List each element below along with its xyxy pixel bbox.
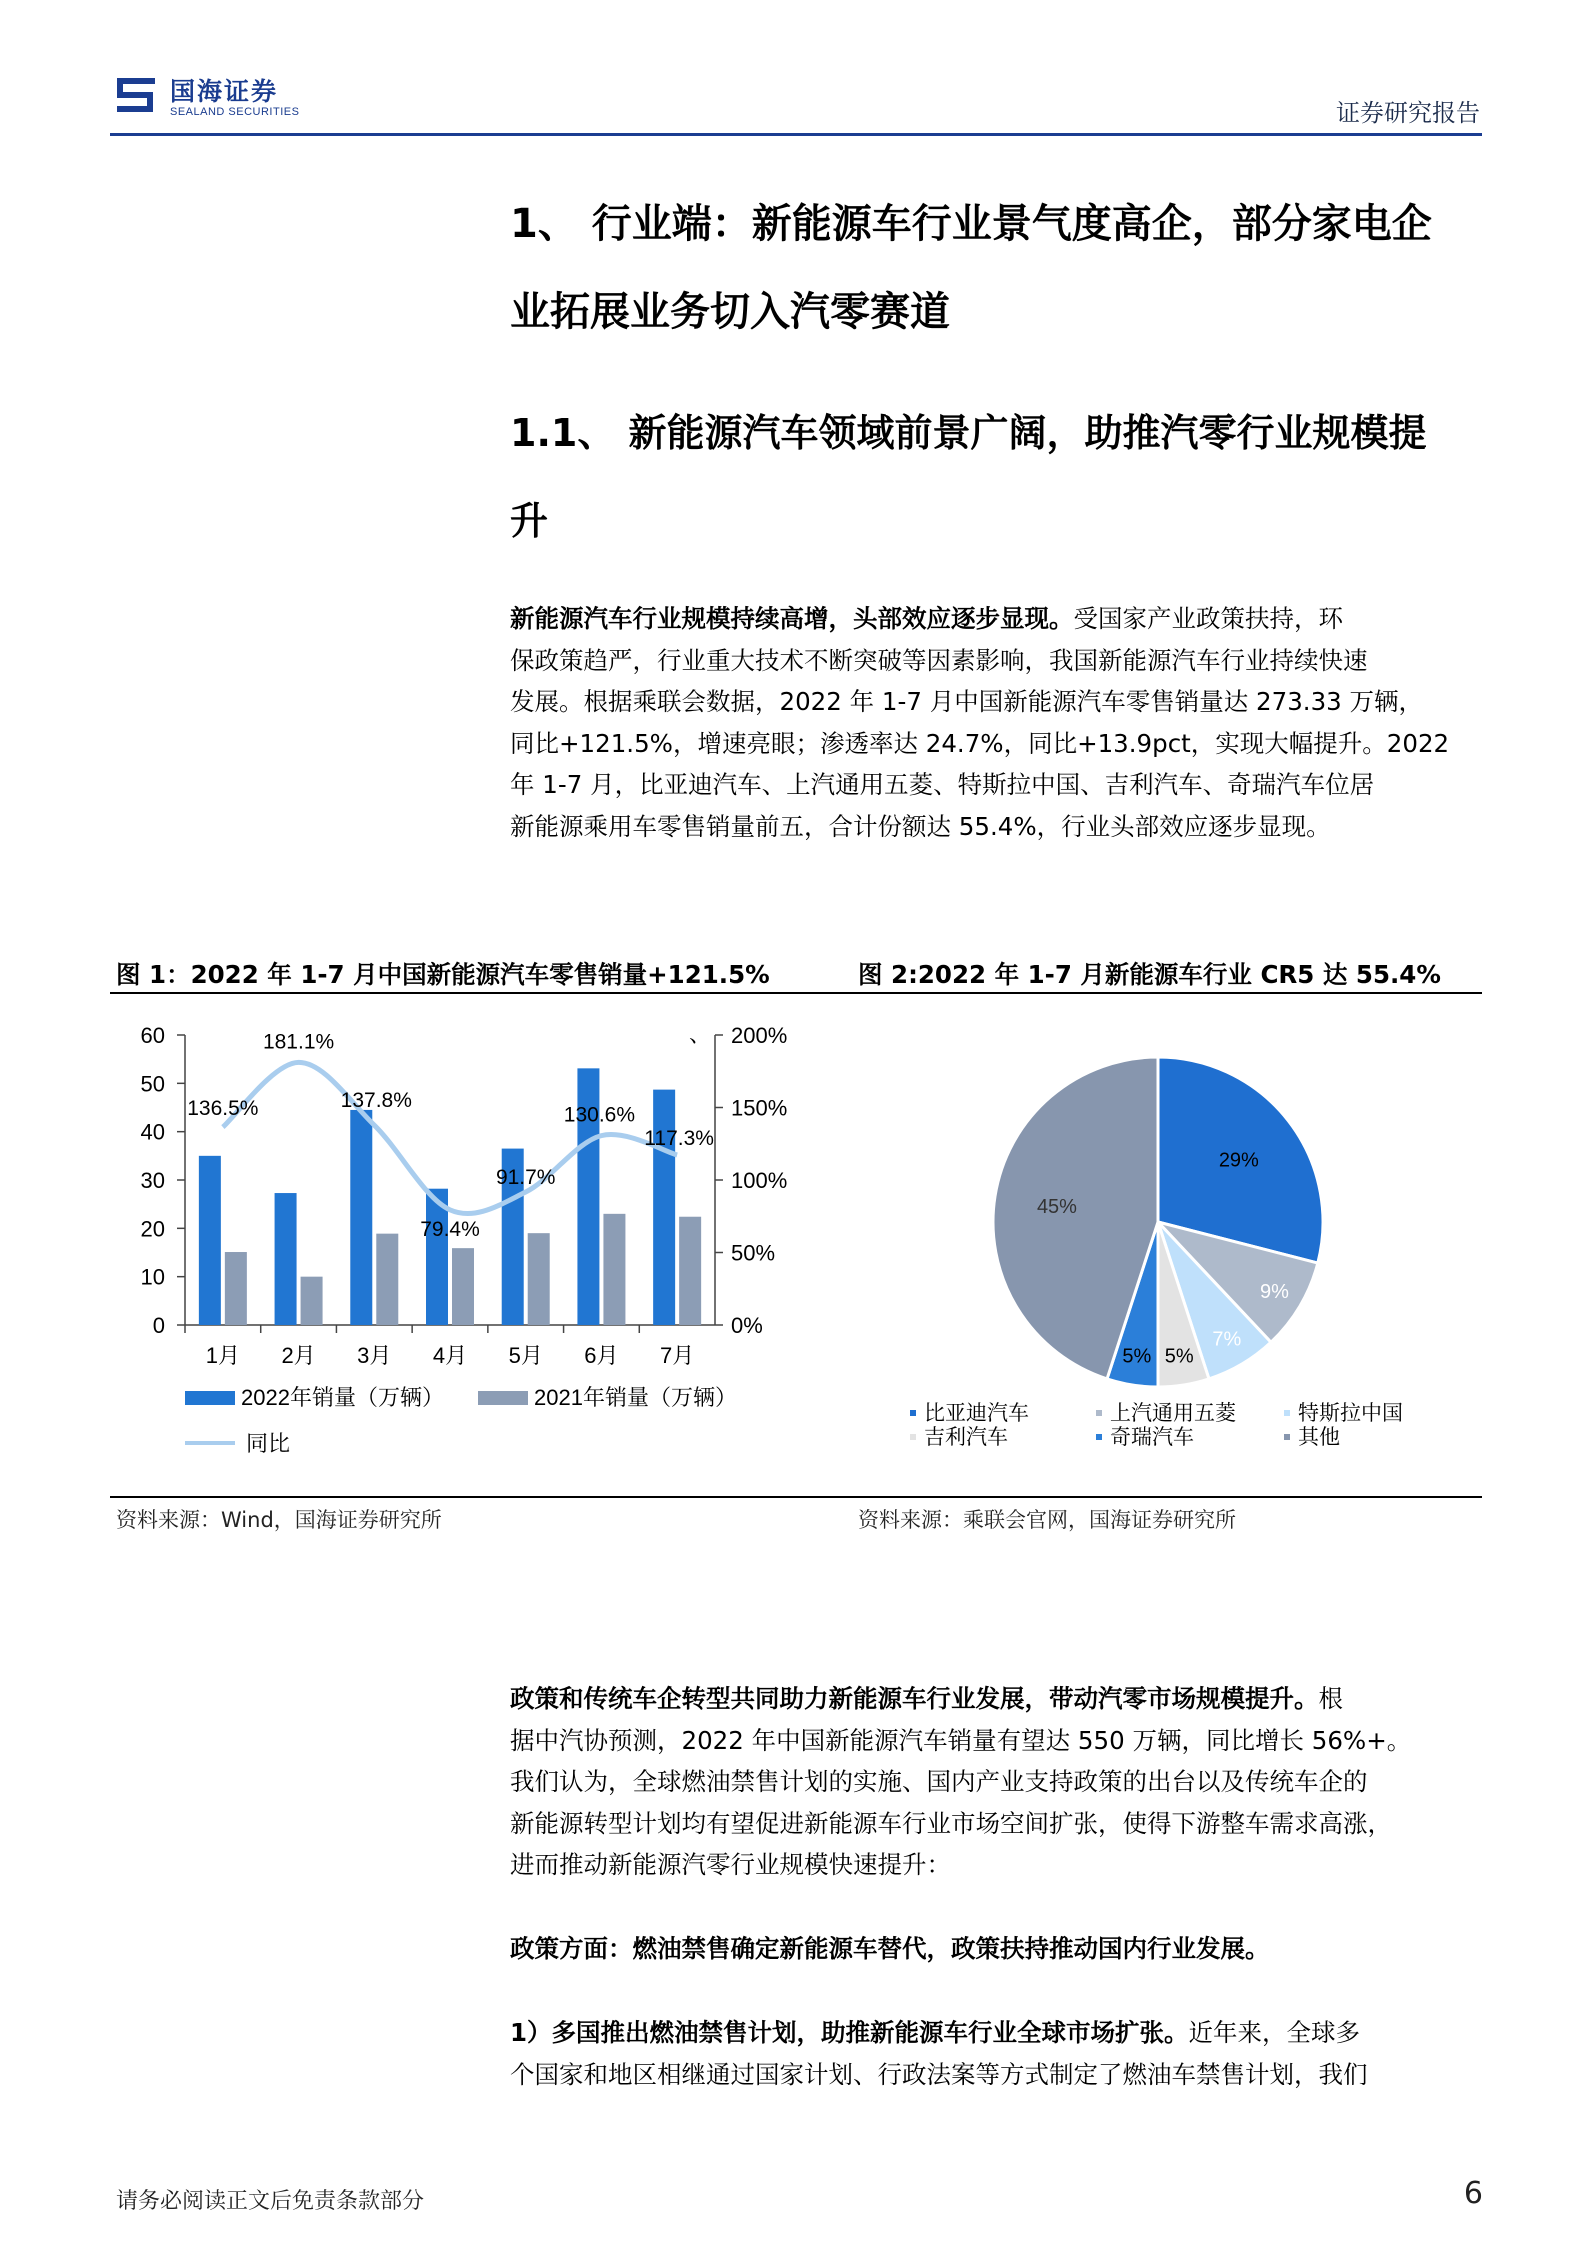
y-tick-label: 40 <box>140 1119 165 1145</box>
report-type-label: 证券研究报告 <box>1336 99 1480 127</box>
paragraph-line <box>510 1678 1485 1720</box>
legend-label-2021: 2021年销量（万辆） <box>534 1385 737 1410</box>
figure-2-source: 资料来源：乘联会官网，国海证券研究所 <box>858 1508 1236 1532</box>
y2-tick-label: 200% <box>731 1023 788 1048</box>
pie-data-label: 5% <box>1122 1345 1152 1368</box>
heading-line: 业拓展业务切入汽零赛道 <box>510 289 950 335</box>
logo-english-name: SEALAND SECURITIES <box>170 106 300 118</box>
pie-data-label: 7% <box>1212 1328 1242 1351</box>
yoy-data-label: 136.5% <box>187 1097 259 1121</box>
header-divider <box>110 133 1482 136</box>
legend-label: 其他 <box>1298 1425 1340 1449</box>
legend-label: 吉利汽车 <box>924 1425 1008 1449</box>
pie-data-label: 29% <box>1218 1149 1259 1172</box>
bar-2021 <box>603 1214 625 1325</box>
yoy-data-label: 117.3% <box>644 1126 714 1150</box>
paragraph-line: 据中汽协预测，2022 年中国新能源汽车销量有望达 550 万辆，同比增长 56%+。 <box>510 1725 1412 1755</box>
legend-swatch <box>1284 1434 1290 1440</box>
y-tick-label: 20 <box>140 1216 165 1242</box>
y2-tick-label: 150% <box>731 1095 788 1121</box>
legend-label: 上汽通用五菱 <box>1110 1401 1236 1425</box>
paragraph-line: 同比+121.5%，增速亮眼；渗透率达 24.7%，同比+13.9pct，实现大幅提升。2022 <box>510 728 1450 758</box>
figure-top-divider <box>110 992 1482 994</box>
legend-swatch <box>1096 1410 1102 1416</box>
body-paragraph-4 <box>510 2012 1485 2095</box>
legend-label: 特斯拉中国 <box>1298 1401 1403 1425</box>
x-tick-label: 1月 <box>205 1343 240 1368</box>
paragraph-text: 受国家产业政策扶持，环 <box>1073 604 1343 633</box>
paragraph-line <box>510 598 1485 640</box>
legend-swatch-2022 <box>185 1391 235 1405</box>
bar-2021 <box>225 1252 247 1325</box>
paragraph-lead: 1）多国推出燃油禁售计划，助推新能源车行业全球市场扩张。 <box>510 2018 1189 2047</box>
legend-swatch <box>1284 1410 1290 1416</box>
heading-line: 升 <box>510 499 549 543</box>
bar-2021 <box>679 1217 701 1325</box>
paragraph-line: 发展。根据乘联会数据，2022 年 1-7 月中国新能源汽车零售销量达 273.33 万辆， <box>510 687 1424 716</box>
y-tick-label: 50 <box>140 1071 165 1097</box>
figure-1-caption: 图 1：2022 年 1-7 月中国新能源汽车零售销量+121.5% <box>116 960 770 989</box>
yoy-data-label: 130.6% <box>563 1103 636 1127</box>
y-tick-label: 0 <box>152 1313 165 1338</box>
figure-2-caption: 图 2:2022 年 1-7 月新能源车行业 CR5 达 55.4% <box>858 960 1441 989</box>
paragraph-line: 新能源转型计划均有望促进新能源车行业市场空间扩张，使得下游整车需求高涨， <box>510 1808 1392 1838</box>
legend-label-yoy: 同比 <box>246 1431 291 1456</box>
pie-data-label: 45% <box>1036 1195 1077 1218</box>
body-paragraph-2 <box>510 1678 1485 1886</box>
yoy-data-label: 79.4% <box>420 1217 480 1241</box>
paragraph-lead: 政策和传统车企转型共同助力新能源车行业发展，带动汽零市场规模提升。 <box>510 1684 1319 1713</box>
policy-subheading: 政策方面：燃油禁售确定新能源车替代，政策扶持推动国内行业发展。 <box>510 1934 1270 1963</box>
bar-2022 <box>653 1090 675 1325</box>
x-tick-label: 4月 <box>432 1343 468 1368</box>
paragraph-line: 进而推动新能源汽零行业规模快速提升： <box>510 1850 951 1879</box>
legend-label: 比亚迪汽车 <box>924 1401 1029 1425</box>
heading-line: 1.1、 新能源汽车领域前景广阔，助推汽零行业规模提 <box>510 411 1427 455</box>
paragraph-line: 个国家和地区相继通过国家计划、行政法案等方式制定了燃油车禁售计划，我们 <box>510 2059 1368 2089</box>
x-tick-label: 6月 <box>584 1343 619 1368</box>
legend-label-2022: 2022年销量（万辆） <box>241 1385 444 1410</box>
paragraph-lead: 新能源汽车行业规模持续高增，头部效应逐步显现。 <box>510 604 1074 633</box>
pie-data-label: 9% <box>1260 1280 1289 1303</box>
bar-2021 <box>452 1248 474 1325</box>
figure-1-source: 资料来源：Wind，国海证券研究所 <box>116 1508 442 1532</box>
section-heading-1 <box>510 180 1485 356</box>
bar-2022 <box>275 1193 297 1325</box>
page-number: 6 <box>1463 2176 1483 2211</box>
paragraph-line: 新能源乘用车零售销量前五，合计份额达 55.4%，行业头部效应逐步显现。 <box>510 811 1331 841</box>
legend-label: 奇瑞汽车 <box>1110 1425 1194 1449</box>
legend-swatch-2021 <box>478 1391 528 1405</box>
bar-2021 <box>528 1233 550 1325</box>
y2-tick-label: 50% <box>731 1240 776 1266</box>
paragraph-line <box>510 2012 1485 2054</box>
bar-2021 <box>301 1277 323 1325</box>
figure-bottom-divider <box>110 1496 1482 1498</box>
paragraph-text: 根 <box>1318 1684 1343 1713</box>
x-tick-label: 7月 <box>660 1343 695 1368</box>
bar-2022 <box>350 1110 372 1325</box>
y-tick-label: 10 <box>140 1264 165 1290</box>
logo-chinese-name: 国海证券 <box>170 77 279 106</box>
y2-tick-label: 100% <box>731 1168 788 1193</box>
market-share-pie-chart <box>858 1000 1482 1492</box>
x-tick-label: 5月 <box>508 1343 543 1368</box>
legend-swatch <box>910 1410 916 1416</box>
body-paragraph-1 <box>510 598 1485 847</box>
y2-tick-label: 0% <box>731 1313 763 1338</box>
sealand-logo-icon <box>113 72 159 118</box>
bar-2022 <box>199 1156 221 1325</box>
legend-swatch <box>1096 1434 1102 1440</box>
pie-data-label: 5% <box>1164 1345 1194 1368</box>
paragraph-text: 近年来，全球多 <box>1188 2018 1361 2047</box>
bar-2021 <box>376 1234 398 1325</box>
paragraph-line: 年 1-7 月，比亚迪汽车、上汽通用五菱、特斯拉中国、吉利汽车、奇瑞汽车位居 <box>510 770 1375 799</box>
yoy-data-label: 137.8% <box>340 1089 412 1113</box>
heading-line: 1、 行业端：新能源车行业景气度高企，部分家电企 <box>510 201 1432 247</box>
section-heading-1-1 <box>510 389 1485 565</box>
y-tick-label: 30 <box>140 1168 165 1193</box>
yoy-data-label: 91.7% <box>495 1166 556 1190</box>
x-tick-label: 3月 <box>357 1343 392 1368</box>
yoy-data-label: 181.1% <box>262 1030 335 1054</box>
x-tick-label: 2月 <box>281 1343 316 1368</box>
footer-disclaimer: 请务必阅读正文后免责条款部分 <box>116 2189 425 2214</box>
y-tick-label: 60 <box>140 1023 165 1048</box>
paragraph-line: 保政策趋严，行业重大技术不断突破等因素影响，我国新能源汽车行业持续快速 <box>510 645 1368 675</box>
sales-bar-line-chart <box>110 1000 830 1492</box>
paragraph-line: 我们认为，全球燃油禁售计划的实施、国内产业支持政策的出台以及传统车企的 <box>510 1767 1368 1796</box>
stray-mark: 、 <box>688 1023 712 1048</box>
legend-swatch <box>910 1434 916 1440</box>
yoy-line <box>223 1062 677 1213</box>
